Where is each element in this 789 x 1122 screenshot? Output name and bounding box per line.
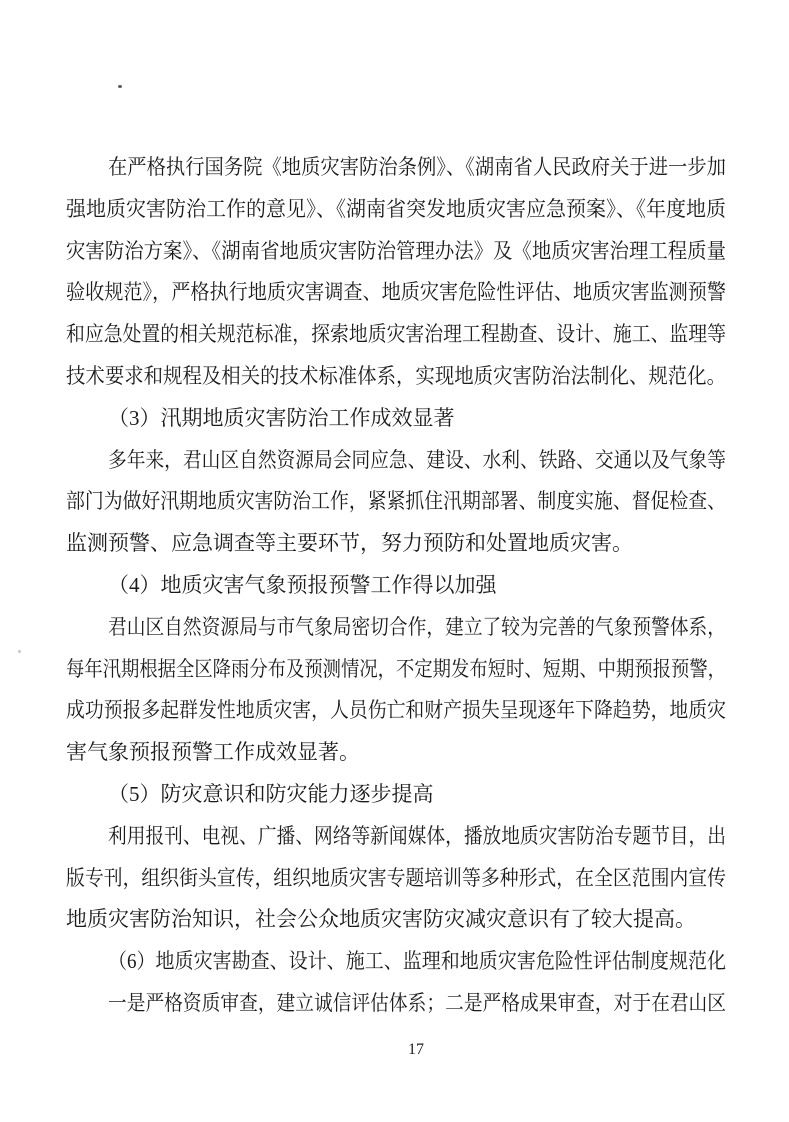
text-line bbox=[66, 858, 726, 900]
text-line-content: 成功预报多起群发性地质灾害，人员伤亡和财产损失呈现逐年下降趋势，地质灾 bbox=[66, 698, 726, 723]
text-line bbox=[66, 481, 726, 523]
heading-line bbox=[66, 774, 726, 816]
text-line bbox=[66, 272, 726, 314]
text-line-content: 强地质灾害防治工作的意见》、《湖南省突发地质灾害应急预案》、《年度地质 bbox=[66, 196, 726, 221]
text-line-content: 部门为做好汛期地质灾害防治工作，紧紧抓住汛期部署、制度实施、督促检查、 bbox=[66, 489, 726, 514]
text-line bbox=[66, 690, 726, 732]
scan-artifact-dot bbox=[118, 85, 122, 88]
text-line bbox=[66, 147, 726, 189]
text-line bbox=[66, 314, 726, 356]
text-line-content: 每年汛期根据全区降雨分布及预测情况，不定期发布短时、短期、中期预报预警， bbox=[66, 656, 726, 681]
text-line bbox=[66, 356, 726, 398]
text-line-content: 监测预警、应急调查等主要环节，努力预防和处置地质灾害。 bbox=[66, 531, 633, 556]
text-line-content: 和应急处置的相关规范标准，探索地质灾害治理工程勘查、设计、施工、监理等 bbox=[66, 322, 726, 347]
text-line bbox=[66, 732, 726, 774]
text-line bbox=[66, 231, 726, 273]
page-number: 17 bbox=[408, 1041, 424, 1058]
text-line-content: 多年来，君山区自然资源局会同应急、建设、水利、铁路、交通以及气象等 bbox=[108, 447, 726, 472]
text-line-content: 在严格执行国务院《地质灾害防治条例》、《湖南省人民政府关于进一步加 bbox=[108, 155, 726, 179]
text-line bbox=[66, 983, 726, 1025]
text-line bbox=[66, 816, 726, 858]
document-body bbox=[66, 147, 726, 1025]
text-line-content: 验收规范》，严格执行地质灾害调查、地质灾害危险性评估、地质灾害监测预警 bbox=[66, 280, 726, 305]
text-line bbox=[66, 189, 726, 231]
text-line bbox=[66, 440, 726, 482]
text-line-content: 害气象预报预警工作成效显著。 bbox=[66, 740, 360, 765]
heading-line bbox=[66, 565, 726, 607]
text-line-content: 灾害防治方案》、《湖南省地质灾害防治管理办法》及《地质灾害治理工程质量 bbox=[66, 238, 726, 263]
text-line-content: （6）地质灾害勘查、设计、施工、监理和地质灾害危险性评估制度规范化 bbox=[108, 949, 726, 974]
heading-line bbox=[66, 941, 726, 983]
text-line-content: 技术要求和规程及相关的技术标准体系，实现地质灾害防治法制化、规范化。 bbox=[66, 363, 726, 388]
text-line-content: （5）防灾意识和防灾能力逐步提高 bbox=[108, 781, 434, 806]
text-line-content: （4）地质灾害气象预报预警工作得以加强 bbox=[108, 572, 497, 597]
text-line-content: 一是严格资质审查，建立诚信评估体系；二是严格成果审查，对于在君山区 bbox=[108, 990, 726, 1015]
text-line-content: 利用报刊、电视、广播、网络等新闻媒体，播放地质灾害防治专题节目，出 bbox=[108, 823, 726, 848]
text-line-content: 版专刊，组织街头宣传，组织地质灾害专题培训等多种形式，在全区范围内宣传 bbox=[66, 865, 726, 890]
text-line bbox=[66, 899, 726, 941]
text-line-content: （3）汛期地质灾害防治工作成效显著 bbox=[108, 405, 455, 430]
text-line-content: 地质灾害防治知识，社会公众地质灾害防灾减灾意识有了较大提高。 bbox=[66, 907, 696, 932]
heading-line bbox=[66, 398, 726, 440]
scan-artifact-dot bbox=[18, 650, 21, 653]
text-line bbox=[66, 649, 726, 691]
text-line-content: 君山区自然资源局与市气象局密切合作，建立了较为完善的气象预警体系， bbox=[108, 614, 726, 639]
text-line bbox=[66, 523, 726, 565]
text-line bbox=[66, 607, 726, 649]
